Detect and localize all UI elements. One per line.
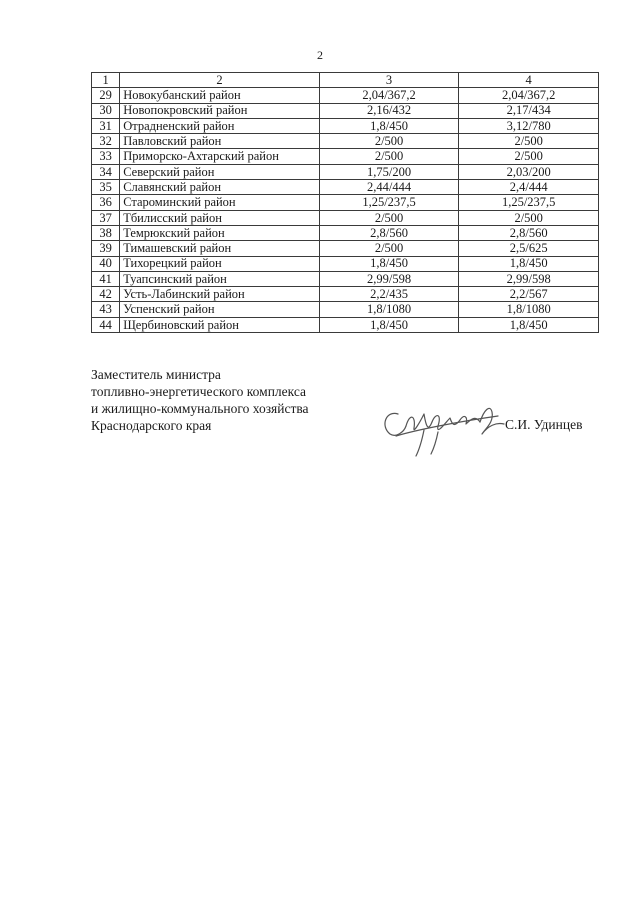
table-cell: 1,8/1080 (459, 302, 599, 317)
table-cell: 2,17/434 (459, 103, 599, 118)
table-cell: 30 (92, 103, 120, 118)
table-cell: 2,99/598 (459, 271, 599, 286)
table-cell: 41 (92, 271, 120, 286)
table-row (92, 149, 599, 164)
table-cell: 3,12/780 (459, 118, 599, 133)
table-body (92, 88, 599, 333)
table-cell: 43 (92, 302, 120, 317)
table-cell: 36 (92, 195, 120, 210)
page-number: 2 (317, 48, 323, 62)
table-cell: 2/500 (459, 134, 599, 149)
table-row (92, 164, 599, 179)
table-cell: 42 (92, 287, 120, 302)
column-header: 1 (92, 73, 120, 88)
table-cell: Новокубанский район (120, 88, 320, 103)
signatory-title (91, 366, 309, 434)
table-cell: 2,04/367,2 (319, 88, 459, 103)
table-cell: Славянский район (120, 180, 320, 195)
table-cell: 1,8/450 (319, 317, 459, 332)
table-row (92, 103, 599, 118)
table-cell: Тбилисский район (120, 210, 320, 225)
table-cell: 1,8/450 (319, 118, 459, 133)
table-cell: 2,04/367,2 (459, 88, 599, 103)
table-row (92, 287, 599, 302)
signatory-title-line: топливно-энергетического комплекса (91, 384, 307, 399)
table-cell: 2,44/444 (319, 180, 459, 195)
table-row (92, 225, 599, 240)
table-cell: 39 (92, 241, 120, 256)
table-cell: 2/500 (319, 149, 459, 164)
table-cell: 40 (92, 256, 120, 271)
table-cell: 32 (92, 134, 120, 149)
table-cell: 34 (92, 164, 120, 179)
table-row (92, 256, 599, 271)
table-cell: 2,8/560 (459, 225, 599, 240)
table-cell: 2/500 (319, 134, 459, 149)
table-cell: Усть-Лабинский район (120, 287, 320, 302)
signer-name: С.И. Удинцев (505, 417, 583, 432)
column-header: 3 (319, 73, 459, 88)
table-cell: 37 (92, 210, 120, 225)
table-cell: Туапсинский район (120, 271, 320, 286)
table-cell: 2/500 (459, 149, 599, 164)
table-header-row (92, 73, 599, 88)
table-cell: 2,8/560 (319, 225, 459, 240)
handwritten-signature (376, 392, 516, 462)
signatory-title-line: Краснодарского края (91, 418, 212, 433)
table-row (92, 210, 599, 225)
table-row (92, 118, 599, 133)
table-cell: 1,25/237,5 (459, 195, 599, 210)
table-row (92, 302, 599, 317)
table-cell: 1,8/1080 (319, 302, 459, 317)
table-row (92, 317, 599, 332)
table-cell: Щербиновский район (120, 317, 320, 332)
table-row (92, 271, 599, 286)
table-cell: 2,5/625 (459, 241, 599, 256)
table-cell: 1,8/450 (319, 256, 459, 271)
data-table (91, 72, 599, 333)
table-cell: Староминский район (120, 195, 320, 210)
table-cell: Тихорецкий район (120, 256, 320, 271)
table-cell: 2/500 (459, 210, 599, 225)
table-row (92, 134, 599, 149)
table-cell: 2/500 (319, 210, 459, 225)
table-cell: 2,4/444 (459, 180, 599, 195)
table-cell: Павловский район (120, 134, 320, 149)
table-cell: 1,8/450 (459, 256, 599, 271)
table-cell: 33 (92, 149, 120, 164)
table-cell: 2,16/432 (319, 103, 459, 118)
table-cell: 35 (92, 180, 120, 195)
table-cell: 1,8/450 (459, 317, 599, 332)
table-cell: 2,99/598 (319, 271, 459, 286)
table-cell: Новопокровский район (120, 103, 320, 118)
table-cell: 1,25/237,5 (319, 195, 459, 210)
table-cell: Темрюкский район (120, 225, 320, 240)
table-row (92, 180, 599, 195)
table-cell: Приморско-Ахтарский район (120, 149, 320, 164)
table-cell: Успенский район (120, 302, 320, 317)
table-cell: Тимашевский район (120, 241, 320, 256)
column-header: 4 (459, 73, 599, 88)
table-cell: 2,2/567 (459, 287, 599, 302)
table-cell: 31 (92, 118, 120, 133)
table-row (92, 241, 599, 256)
table-cell: Отрадненский район (120, 118, 320, 133)
table-row (92, 88, 599, 103)
table-cell: Северский район (120, 164, 320, 179)
table-cell: 44 (92, 317, 120, 332)
table-cell: 2,2/435 (319, 287, 459, 302)
table-row (92, 195, 599, 210)
column-header: 2 (120, 73, 320, 88)
signatory-title-line: и жилищно-коммунального хозяйства (91, 401, 309, 416)
signatory-title-line: Заместитель министра (91, 367, 221, 382)
table-cell: 29 (92, 88, 120, 103)
table-cell: 2,03/200 (459, 164, 599, 179)
table-cell: 1,75/200 (319, 164, 459, 179)
table-cell: 2/500 (319, 241, 459, 256)
table-cell: 38 (92, 225, 120, 240)
